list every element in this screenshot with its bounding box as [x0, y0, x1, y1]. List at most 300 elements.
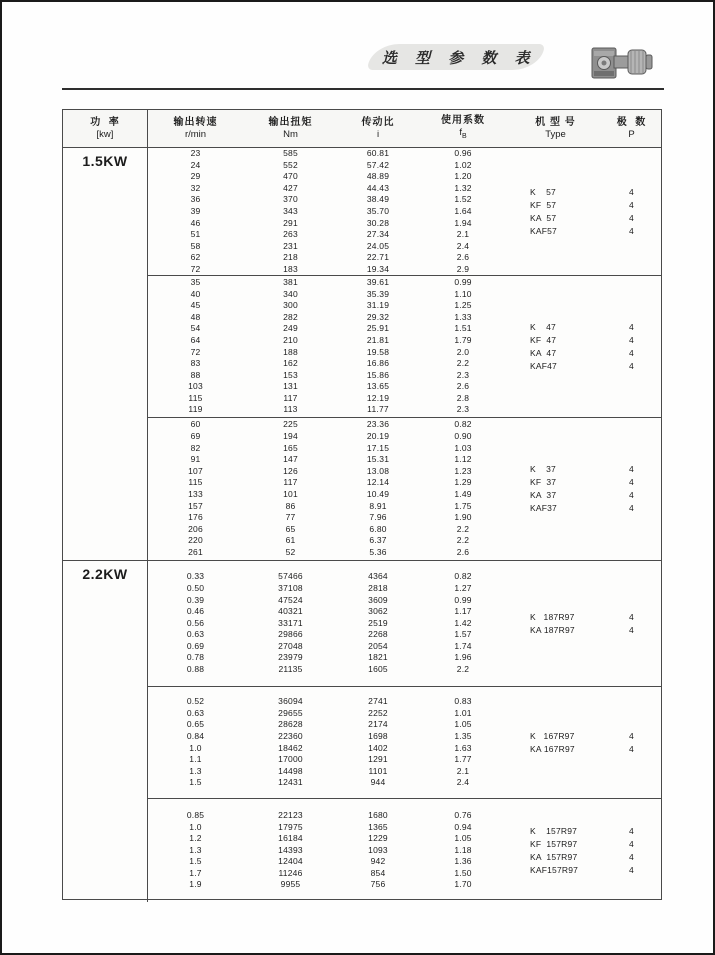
type-value: KF 157R97 [530, 838, 578, 849]
type-value: K 57 [530, 186, 556, 197]
service-factor-value: 2.6 [456, 252, 470, 263]
service-factor-value: 1.25 [454, 300, 472, 311]
torque-value: 14498 [278, 765, 303, 776]
poles-column [603, 799, 660, 902]
poles-value: 4 [629, 490, 634, 500]
ratios-column [338, 418, 418, 560]
service-factor-value: 0.99 [454, 594, 472, 605]
speed-value: 107 [188, 465, 203, 476]
torque-value: 162 [283, 358, 298, 369]
speed-value: 35 [190, 276, 201, 287]
speed-value: 58 [190, 240, 201, 251]
ratio-value: 1821 [368, 652, 388, 663]
speed-value: 0.63 [186, 629, 205, 640]
ratio-value: 11.77 [367, 404, 389, 415]
service-factor-value: 0.96 [454, 148, 472, 158]
torques-column [243, 418, 338, 560]
torque-value: 218 [283, 252, 298, 263]
type-value: KA 187R97 [530, 624, 575, 635]
service-factor-value: 1.20 [454, 171, 472, 182]
ratio-value: 21.81 [366, 334, 390, 345]
service-factor-value: 1.51 [454, 323, 472, 334]
service-factor-value: 2.6 [456, 546, 470, 557]
speed-value: 1.7 [189, 867, 202, 878]
types-column [508, 561, 603, 686]
torque-value: 40321 [278, 606, 303, 617]
ratio-value: 17.15 [366, 442, 390, 453]
poles-value: 4 [629, 730, 634, 741]
torque-value: 147 [283, 454, 298, 465]
speed-value: 176 [188, 512, 203, 523]
gearbox-photo-icon [590, 42, 654, 82]
poles-value: 4 [629, 186, 634, 197]
torque-value: 263 [283, 229, 298, 240]
service-factor-value: 1.70 [454, 879, 472, 890]
torque-value: 300 [283, 300, 298, 311]
torque-value: 165 [283, 442, 298, 453]
service-factor-value: 1.63 [454, 742, 472, 753]
torque-value: 117 [283, 392, 298, 403]
service-factor-value: 1.17 [454, 606, 472, 617]
service-factor-value: 2.4 [456, 777, 470, 788]
ratio-value: 2252 [368, 707, 388, 718]
speed-value: 88 [190, 369, 201, 380]
service-factor-value: 1.27 [454, 582, 472, 593]
ratio-value: 24.05 [366, 240, 390, 251]
service-factor-value: 2.3 [456, 404, 470, 415]
ratios-column [338, 148, 418, 276]
service-factor-value: 0.99 [454, 276, 472, 287]
torque-value: 17000 [278, 754, 303, 765]
poles-value: 4 [629, 347, 634, 358]
speed-value: 0.56 [186, 617, 205, 628]
types-column [508, 687, 603, 798]
speed-value: 39 [190, 205, 201, 216]
service-factor-value: 1.52 [454, 194, 472, 205]
torque-value: 231 [283, 240, 298, 251]
type-value: KAF47 [530, 360, 557, 371]
speed-value: 29 [190, 171, 201, 182]
factors-column [418, 687, 508, 798]
service-factor-value: 1.02 [454, 159, 472, 170]
table-header-row [63, 110, 661, 148]
ratio-value: 2519 [368, 617, 388, 628]
torque-value: 131 [283, 381, 298, 392]
torque-value: 153 [283, 369, 298, 380]
types-column [508, 276, 603, 417]
torque-value: 18462 [278, 742, 303, 753]
service-factor-value: 0.90 [454, 431, 472, 442]
torque-value: 183 [283, 263, 298, 274]
service-factor-value: 1.36 [454, 856, 472, 867]
ratio-value: 10.49 [366, 489, 390, 499]
ratio-value: 4364 [368, 571, 388, 582]
header-power [63, 110, 148, 147]
speed-value: 0.69 [186, 640, 205, 651]
speed-value: 0.63 [186, 707, 205, 718]
torque-value: 14393 [278, 844, 303, 855]
speed-value: 0.52 [186, 696, 205, 707]
ratio-value: 8.91 [369, 500, 387, 511]
ratio-value: 30.28 [366, 217, 390, 228]
ratio-value: 944 [370, 777, 386, 788]
ratio-value: 7.96 [369, 512, 387, 523]
speed-value: 0.84 [186, 730, 205, 741]
ratio-value: 1229 [368, 833, 388, 844]
service-factor-value: 1.32 [454, 182, 472, 193]
service-factor-value: 2.4 [456, 240, 470, 251]
poles-column [603, 561, 660, 686]
factors-column [418, 276, 508, 417]
service-factor-value: 1.05 [454, 833, 472, 844]
type-value: KF 57 [530, 199, 557, 210]
speed-value: 72 [190, 346, 201, 357]
ratio-value: 3609 [368, 594, 388, 605]
speed-value: 1.0 [189, 821, 202, 832]
torque-value: 12404 [278, 856, 303, 867]
type-value: K 187R97 [530, 611, 575, 622]
header-poles-zh: 极 数 [616, 117, 647, 128]
torque-value: 188 [283, 346, 298, 357]
service-factor-value: 1.18 [454, 844, 472, 855]
speeds-column [148, 418, 243, 560]
ratio-value: 57.42 [366, 159, 390, 170]
torque-value: 117 [283, 477, 298, 488]
torques-column [243, 148, 338, 276]
speed-value: 60 [190, 419, 201, 430]
torques-column [243, 687, 338, 798]
service-factor-value: 0.83 [454, 696, 472, 707]
ratio-block [148, 148, 661, 275]
poles-value: 4 [629, 851, 634, 862]
type-value: KF 37 [530, 477, 557, 487]
power-section [63, 560, 661, 902]
ratio-value: 19.34 [366, 263, 390, 274]
torque-value: 291 [283, 217, 298, 228]
speed-value: 62 [190, 252, 201, 263]
torque-value: 61 [285, 535, 296, 546]
service-factor-value: 1.29 [454, 477, 472, 488]
header-type [508, 110, 603, 147]
speeds-column [148, 799, 243, 902]
service-factor-value: 2.6 [456, 381, 470, 392]
torque-value: 552 [283, 159, 298, 170]
poles-value: 4 [629, 477, 634, 487]
poles-column [603, 148, 660, 276]
type-value: K 167R97 [530, 730, 575, 741]
poles-column [603, 418, 660, 560]
service-factor-value: 0.94 [454, 821, 472, 832]
poles-value: 4 [629, 624, 634, 635]
poles-value: 4 [629, 611, 634, 622]
torque-value: 101 [283, 489, 298, 499]
speed-value: 45 [190, 300, 201, 311]
torque-value: 249 [283, 323, 298, 334]
torques-column [243, 561, 338, 686]
types-column [508, 148, 603, 276]
service-factor-value: 2.1 [456, 765, 470, 776]
torque-value: 37108 [278, 582, 303, 593]
ratio-block [148, 417, 661, 560]
ratio-value: 29.32 [366, 311, 390, 322]
speed-value: 40 [190, 288, 201, 299]
torque-value: 22123 [278, 809, 303, 820]
torque-value: 86 [285, 500, 296, 511]
ratio-value: 16.86 [366, 358, 390, 369]
ratio-block [148, 798, 661, 902]
page-title: 选 型 参 数 表 [382, 49, 537, 67]
torque-value: 126 [283, 465, 298, 476]
ratios-column [338, 799, 418, 902]
ratio-value: 1101 [368, 765, 388, 776]
speed-value: 0.46 [186, 606, 205, 617]
type-value: KAF157R97 [530, 864, 579, 875]
service-factor-value: 1.35 [454, 730, 472, 741]
service-factor-value: 1.23 [454, 465, 472, 476]
factors-column [418, 561, 508, 686]
torque-value: 23979 [278, 652, 303, 663]
service-factor-value: 1.42 [454, 617, 472, 628]
torque-value: 11246 [278, 867, 303, 878]
service-factor-value: 1.90 [454, 512, 472, 523]
poles-value: 4 [629, 464, 634, 474]
speed-value: 0.85 [186, 809, 205, 820]
torque-value: 29655 [278, 707, 303, 718]
torque-value: 57466 [278, 571, 303, 582]
ratio-value: 1365 [368, 821, 388, 832]
ratio-value: 22.71 [366, 252, 390, 263]
header-speed-unit: r/min [184, 129, 207, 140]
header-torque-unit: Nm [283, 129, 298, 140]
service-factor-value: 2.9 [456, 263, 470, 274]
speeds-column [148, 561, 243, 686]
speed-value: 0.33 [186, 571, 205, 582]
header-factor-unit: $f_B$ [459, 127, 467, 140]
service-factor-value: 1.96 [454, 652, 472, 663]
speed-value: 36 [190, 194, 201, 205]
speed-value: 72 [190, 263, 201, 274]
torque-value: 65 [285, 523, 296, 534]
service-factor-value: 1.05 [454, 719, 472, 730]
speed-value: 0.65 [186, 719, 205, 730]
ratio-value: 38.49 [366, 194, 390, 205]
header-torque [243, 110, 338, 147]
speed-value: 1.2 [189, 833, 202, 844]
header-poles-unit: P [628, 129, 635, 140]
type-value: KA 157R97 [530, 851, 578, 862]
header-ratio-zh: 传动比 [361, 117, 395, 128]
type-value: KA 167R97 [530, 743, 575, 754]
type-value: KA 47 [530, 347, 557, 358]
speed-value: 0.50 [186, 582, 205, 593]
speed-value: 133 [188, 489, 203, 499]
factors-column [418, 799, 508, 902]
torques-column [243, 799, 338, 902]
poles-value: 4 [629, 212, 634, 223]
speed-value: 0.39 [186, 594, 205, 605]
service-factor-value: 0.76 [454, 809, 472, 820]
ratio-value: 35.70 [366, 205, 390, 216]
power-label: 2.2KW [63, 561, 148, 902]
ratio-value: 31.19 [366, 300, 390, 311]
ratio-value: 2818 [368, 582, 388, 593]
service-factor-value: 1.12 [454, 454, 472, 465]
ratio-value: 2741 [368, 696, 388, 707]
ratio-value: 5.36 [369, 546, 387, 557]
ratio-value: 13.65 [366, 381, 390, 392]
poles-value: 4 [629, 334, 634, 345]
speed-value: 54 [190, 323, 201, 334]
header-service-factor [418, 110, 508, 147]
type-value: K 37 [530, 464, 556, 474]
ratio-value: 1698 [368, 730, 388, 741]
poles-value: 4 [629, 360, 634, 371]
type-value: KAF57 [530, 225, 557, 236]
ratios-column [338, 276, 418, 417]
speed-value: 1.5 [189, 777, 202, 788]
torque-value: 194 [283, 431, 298, 442]
speed-value: 69 [190, 431, 201, 442]
service-factor-value: 2.2 [456, 664, 470, 675]
ratios-column [338, 687, 418, 798]
torque-value: 9955 [280, 879, 301, 890]
speed-value: 220 [188, 535, 203, 546]
ratio-value: 44.43 [366, 182, 390, 193]
torque-value: 36094 [278, 696, 303, 707]
type-value: KA 57 [530, 212, 557, 223]
service-factor-value: 1.03 [454, 442, 472, 453]
ratio-value: 1402 [368, 742, 388, 753]
speed-value: 1.3 [189, 844, 202, 855]
service-factor-value: 1.50 [454, 867, 472, 878]
torque-value: 33171 [278, 617, 303, 628]
torque-value: 17975 [278, 821, 303, 832]
speed-value: 1.9 [189, 879, 202, 890]
speed-value: 48 [190, 311, 201, 322]
ratio-value: 942 [370, 856, 386, 867]
torque-value: 585 [283, 148, 298, 158]
service-factor-value: 1.57 [454, 629, 472, 640]
torque-value: 16184 [278, 833, 303, 844]
speed-value: 119 [188, 404, 203, 415]
ratio-block [148, 686, 661, 798]
ratio-value: 27.34 [366, 229, 390, 240]
ratio-value: 25.91 [366, 323, 390, 334]
speed-value: 46 [190, 217, 201, 228]
poles-column [603, 687, 660, 798]
header-ratio [338, 110, 418, 147]
header-type-zh: 机 型 号 [535, 117, 576, 128]
power-label: 1.5KW [63, 148, 148, 560]
speed-value: 206 [188, 523, 203, 534]
speeds-column [148, 687, 243, 798]
type-value: K 47 [530, 321, 556, 332]
header-speed [148, 110, 243, 147]
header-poles [603, 110, 660, 147]
speed-value: 64 [190, 334, 201, 345]
ratio-value: 2054 [368, 640, 388, 651]
ratio-value: 60.81 [366, 148, 390, 158]
poles-value: 4 [629, 321, 634, 332]
speed-value: 115 [188, 392, 203, 403]
service-factor-value: 1.33 [454, 311, 472, 322]
service-factor-value: 2.3 [456, 369, 470, 380]
poles-value: 4 [629, 199, 634, 210]
header-speed-zh: 输出转速 [173, 117, 218, 128]
poles-value: 4 [629, 864, 634, 875]
factors-column [418, 148, 508, 276]
torque-value: 210 [283, 334, 298, 345]
types-column [508, 799, 603, 902]
speed-value: 0.88 [186, 664, 205, 675]
poles-column [603, 276, 660, 417]
torque-value: 77 [285, 512, 296, 523]
speed-value: 23 [190, 148, 201, 158]
service-factor-value: 0.82 [454, 419, 472, 430]
ratio-value: 20.19 [366, 431, 390, 442]
speed-value: 91 [190, 454, 201, 465]
poles-value: 4 [629, 825, 634, 836]
ratio-value: 6.80 [369, 523, 387, 534]
service-factor-value: 2.2 [456, 358, 470, 369]
ratio-value: 3062 [368, 606, 388, 617]
service-factor-value: 1.79 [454, 334, 472, 345]
speed-value: 103 [188, 381, 203, 392]
speed-value: 1.5 [189, 856, 202, 867]
torque-value: 52 [285, 546, 296, 557]
types-column [508, 418, 603, 560]
ratio-value: 756 [370, 879, 386, 890]
torque-value: 27048 [278, 640, 303, 651]
torque-value: 381 [283, 276, 298, 287]
torque-value: 28628 [278, 719, 303, 730]
service-factor-value: 0.82 [454, 571, 472, 582]
service-factor-value: 1.75 [454, 500, 472, 511]
poles-value: 4 [629, 743, 634, 754]
speeds-column [148, 276, 243, 417]
service-factor-value: 2.8 [456, 392, 470, 403]
service-factor-value: 1.94 [454, 217, 472, 228]
header-rule [62, 88, 664, 90]
type-value: KAF37 [530, 503, 557, 513]
torque-value: 470 [283, 171, 298, 182]
ratio-value: 39.61 [366, 276, 390, 287]
torque-value: 370 [283, 194, 298, 205]
service-factor-value: 1.74 [454, 640, 472, 651]
ratio-value: 6.37 [369, 535, 387, 546]
torques-column [243, 276, 338, 417]
speed-value: 83 [190, 358, 201, 369]
factors-column [418, 418, 508, 560]
selection-parameter-table [62, 109, 662, 900]
header-torque-zh: 输出扭矩 [268, 117, 313, 128]
ratio-value: 23.36 [366, 419, 390, 430]
service-factor-value: 2.0 [456, 346, 470, 357]
type-value: KF 47 [530, 334, 557, 345]
ratio-value: 12.19 [366, 392, 390, 403]
ratio-value: 19.58 [366, 346, 390, 357]
ratio-value: 2268 [368, 629, 388, 640]
poles-value: 4 [629, 225, 634, 236]
speed-value: 1.3 [189, 765, 202, 776]
speed-value: 0.78 [186, 652, 205, 663]
header-power-zh: 功 率 [90, 117, 120, 128]
torque-value: 343 [283, 205, 298, 216]
torque-value: 113 [283, 404, 298, 415]
torque-value: 29866 [278, 629, 303, 640]
torque-value: 21135 [278, 664, 303, 675]
ratio-value: 854 [370, 867, 386, 878]
